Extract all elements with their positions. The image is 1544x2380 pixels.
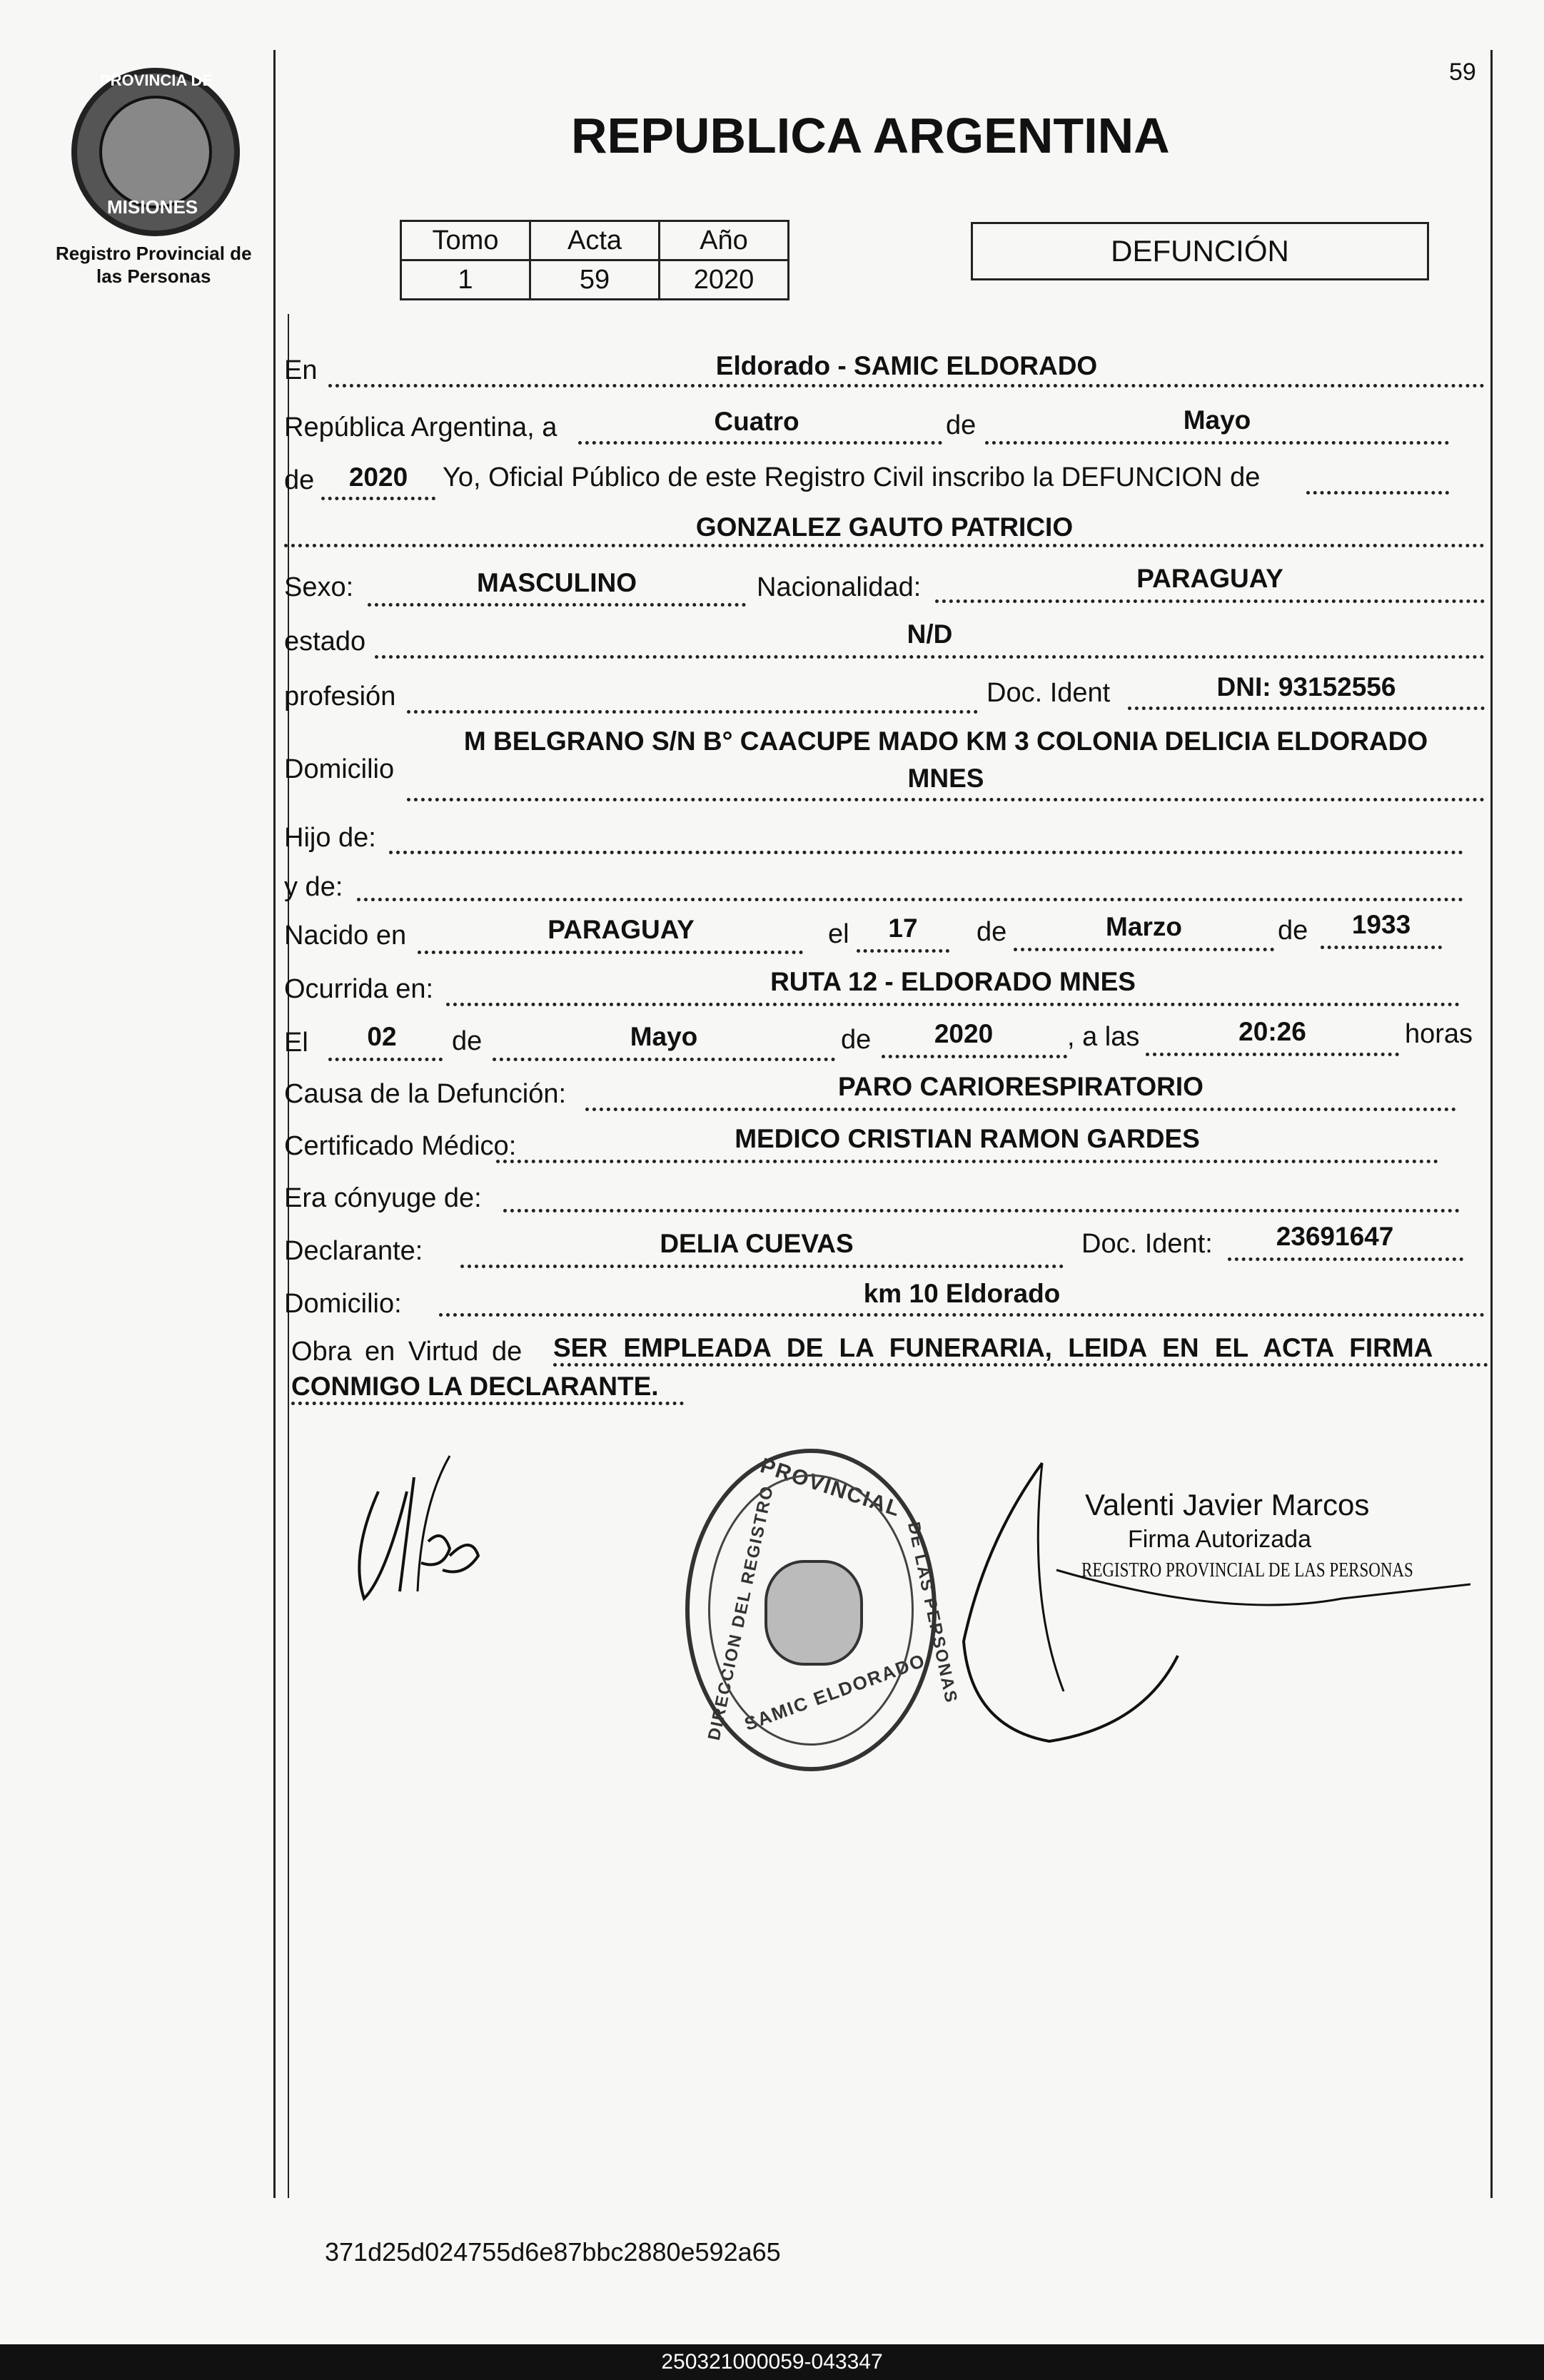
day-value: Cuatro (714, 407, 799, 436)
ocurrida-label: Ocurrida en: (284, 974, 434, 1004)
sexo-label: Sexo: (284, 572, 354, 602)
nacido-label: Nacido en (284, 921, 407, 951)
header-tomo: Tomo (401, 221, 530, 260)
birth-month-dots (1014, 948, 1274, 951)
left-margin-line (273, 50, 276, 2198)
birth-year-dots (1321, 946, 1442, 949)
yde-dots (357, 898, 1463, 901)
registry-line2: las Personas (96, 265, 211, 287)
death-month: Mayo (630, 1022, 698, 1051)
causa-label: Causa de la Defunción: (284, 1079, 567, 1109)
obra-line1: SER EMPLEADA DE LA FUNERARIA, LEIDA EN EL ACTA FIRMA (553, 1333, 1433, 1362)
seal-bottom-text: MISIONES (107, 196, 198, 218)
value-anio: 2020 (660, 260, 789, 300)
death-de1: de (452, 1026, 483, 1056)
signatory-role: Firma Autorizada (1128, 1526, 1311, 1553)
el-label: el (828, 919, 849, 949)
doc-ident-label: Doc. Ident (987, 678, 1111, 708)
domicilio-dots (407, 798, 1485, 801)
stamp-emblem (765, 1560, 863, 1666)
doc-ident-dots (1128, 707, 1485, 710)
death-de2: de (841, 1025, 872, 1055)
de-label: de (946, 410, 977, 440)
death-month-dots (493, 1058, 835, 1061)
nacionalidad-value: PARAGUAY (1136, 564, 1283, 593)
day-dots (578, 441, 942, 445)
decl-doc-dots (1228, 1257, 1463, 1261)
sexo-value: MASCULINO (476, 568, 637, 597)
birth-year: 1933 (1351, 910, 1411, 939)
domicilio-label: Domicilio (284, 754, 395, 784)
oficial-text: Yo, Oficial Público de este Registro Civil inscribo la DEFUNCION de (443, 462, 1261, 492)
estado-label: estado (284, 627, 366, 657)
header-anio: Año (660, 221, 789, 260)
declarante-dots (460, 1265, 1064, 1268)
certificado-value: MEDICO CRISTIAN RAMON GARDES (735, 1124, 1200, 1153)
death-day-dots (328, 1058, 443, 1061)
certificado-label: Certificado Médico: (284, 1131, 517, 1161)
birth-de2: de (1278, 916, 1308, 946)
en-label: En (284, 355, 318, 385)
obra-dots1 (553, 1363, 1488, 1367)
death-el-label: El (284, 1028, 308, 1058)
profesion-dots (407, 710, 978, 714)
declarante-label: Declarante: (284, 1236, 423, 1266)
domicilio-line2: MNES (907, 764, 984, 793)
stamp-left-text: DIRECCION DEL REGISTRO (704, 1483, 778, 1743)
causa-value: PARO CARIORESPIRATORIO (838, 1072, 1204, 1101)
document-type-box: DEFUNCIÓN (971, 222, 1429, 280)
birth-de1: de (977, 917, 1007, 947)
yde-label: y de: (284, 872, 343, 902)
footer-code-bar (0, 2344, 1544, 2380)
decl-domicilio-dots (439, 1313, 1485, 1317)
month-value: Mayo (1183, 405, 1251, 435)
obra-dots2 (291, 1402, 684, 1405)
en-dots (328, 384, 1485, 388)
deceased-name: GONZALEZ GAUTO PATRICIO (695, 512, 1074, 542)
registry-line1: Registro Provincial de (56, 243, 252, 264)
page-title: REPUBLICA ARGENTINA (571, 108, 1170, 163)
value-acta: 59 (530, 260, 660, 300)
signatory-name: Valenti Javier Marcos (1085, 1488, 1370, 1521)
birth-day-dots (857, 949, 949, 953)
document-hash: 371d25d024755d6e87bbc2880e592a65 (325, 2237, 781, 2267)
sexo-dots (368, 603, 746, 607)
stamp-right-text: DE LAS PERSONAS (904, 1520, 962, 1706)
page-number: 59 (1449, 59, 1476, 86)
oficial-dots (1306, 491, 1449, 495)
obra-label: Obra en Virtud de (291, 1337, 523, 1367)
decl-doc-label: Doc. Ident: (1081, 1229, 1213, 1259)
horas-label: horas (1405, 1019, 1473, 1049)
year-value: 2020 (348, 462, 408, 492)
birth-month: Marzo (1106, 912, 1182, 941)
value-tomo: 1 (401, 260, 530, 300)
doc-ident-value: DNI: 93152556 (1216, 672, 1396, 702)
hijo-label: Hijo de: (284, 823, 376, 853)
stamp-inner-text: SAMIC ELDORADO (741, 1649, 929, 1735)
signatory-registry: REGISTRO PROVINCIAL DE LAS PERSONAS (1081, 1559, 1413, 1581)
death-year: 2020 (934, 1019, 994, 1048)
certificado-dots (496, 1160, 1438, 1163)
year-prefix: de (284, 465, 315, 495)
nacido-value: PARAGUAY (548, 915, 695, 944)
death-year-dots (882, 1055, 1067, 1058)
name-dots (284, 544, 1485, 547)
ocurrida-dots (446, 1003, 1460, 1006)
decl-domicilio-value: km 10 Eldorado (863, 1279, 1061, 1308)
month-dots (985, 441, 1449, 445)
footer-code: 250321000059-043347 (661, 2350, 883, 2374)
header-acta: Acta (530, 221, 660, 260)
death-day: 02 (367, 1022, 397, 1051)
stamp-outer-text: PROVINCIAL (757, 1454, 904, 1521)
a-las-label: , a las (1067, 1022, 1140, 1052)
record-table (400, 220, 789, 300)
nacionalidad-label: Nacionalidad: (757, 572, 922, 602)
en-value: Eldorado - SAMIC ELDORADO (715, 351, 1098, 380)
nacionalidad-dots (935, 599, 1485, 603)
death-time: 20:26 (1238, 1017, 1306, 1046)
right-margin-line (1490, 50, 1493, 2198)
republica-label: República Argentina, a (284, 412, 557, 442)
nacido-dots (418, 951, 803, 954)
registry-stamp (685, 1449, 962, 1771)
estado-dots (375, 655, 1485, 659)
hijo-dots (389, 851, 1463, 854)
decl-doc-value: 23691647 (1276, 1222, 1394, 1251)
ocurrida-value: RUTA 12 - ELDORADO MNES (770, 967, 1136, 996)
causa-dots (585, 1108, 1456, 1111)
decl-domicilio-label: Domicilio: (284, 1289, 402, 1319)
death-time-dots (1146, 1053, 1399, 1056)
obra-line2: CONMIGO LA DECLARANTE. (291, 1372, 659, 1401)
declarante-value: DELIA CUEVAS (660, 1229, 854, 1258)
conyuge-dots (503, 1209, 1460, 1212)
declarant-signature (335, 1449, 493, 1613)
birth-day: 17 (888, 913, 918, 943)
estado-value: N/D (907, 619, 953, 649)
domicilio-line1: M BELGRANO S/N B° CAACUPE MADO KM 3 COLONIA DELICIA ELDORADO (463, 726, 1428, 756)
profesion-label: profesión (284, 682, 396, 712)
conyuge-label: Era cónyuge de: (284, 1183, 482, 1213)
seal-top-text: PROVINCIA DE (100, 71, 213, 89)
year-dots (321, 497, 435, 500)
